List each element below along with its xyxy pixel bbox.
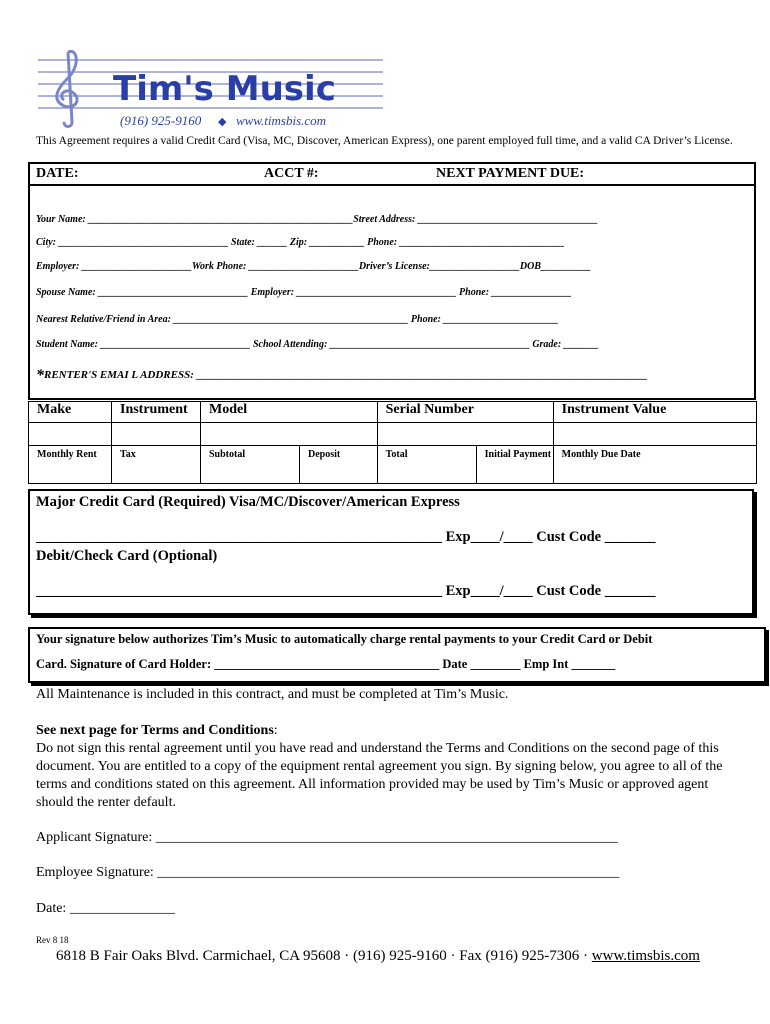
logo-wordmark: Tim's Music [113,69,336,109]
major-card-field[interactable]: ________________________________________________________ Exp____/____ Cust Code _______ [36,529,656,545]
account-header [28,162,756,186]
city-state-field[interactable]: City: __________________________________ State: ______ Zip: ___________ Phone: _________________________________ [36,237,565,248]
value-cell[interactable] [553,423,756,446]
footer-website-link[interactable]: www.timsbis.com [591,948,700,964]
logo-phone: (916) 925-9160 [120,113,202,128]
date-field[interactable]: Date: _______________ [36,901,175,916]
model-header: Model [201,402,378,423]
next-payment-label: NEXT PAYMENT DUE: [436,166,585,181]
credit-card-section [28,489,754,615]
debit-card-field[interactable]: ________________________________________________________ Exp____/____ Cust Code _______ [36,583,656,599]
major-card-label: Major Credit Card (Required) Visa/MC/Discover/American Express [36,494,460,510]
acct-label: ACCT #: [264,166,319,181]
deposit-cell[interactable]: Deposit [300,446,378,484]
relative-field[interactable]: Nearest Relative/Friend in Area: _______________________________________________ Phone: _______________________ [36,314,559,325]
maintenance-text: All Maintenance is included in this contract, and must be completed at Tim’s Music. [36,687,509,702]
debit-card-label: Debit/Check Card (Optional) [36,548,218,564]
tims-music-logo [38,48,383,130]
diamond-icon: ◆ [218,116,227,128]
logo-website: www.timsbis.com [236,113,327,128]
total-cell[interactable]: Total [377,446,476,484]
value-header: Instrument Value [553,402,756,423]
make-header: Make [29,402,112,423]
footer-address: 6818 B Fair Oaks Blvd. Carmichael, CA 95608 · (916) 925-9160 · Fax (916) 925-7306 · www.timsbis.com [56,948,700,964]
subtotal-cell[interactable]: Subtotal [201,446,300,484]
student-field[interactable]: Student Name: ______________________________ School Attending: ________________________________________ Grade: _______ [36,339,599,350]
authorization-text: Your signature below authorizes Tim’s Music to automatically charge rental payments to your Credit Card or Debit [36,632,653,646]
instrument-table [28,401,757,484]
instrument-header: Instrument [112,402,201,423]
tax-cell[interactable]: Tax [112,446,201,484]
monthly-rent-cell[interactable]: Monthly Rent [29,446,112,484]
model-cell[interactable] [201,423,378,446]
asterisk: * [36,367,44,384]
date-label: DATE: [36,166,79,181]
intro-text: This Agreement requires a valid Credit Card (Visa, MC, Discover, American Express), one parent employed full time, and a valid CA Driver’s License. [36,135,733,147]
employee-signature-field[interactable]: Employee Signature: __________________________________________________________________ [36,865,620,880]
terms-heading: See next page for Terms and Conditions: [36,723,278,738]
employer-field[interactable]: Employer: ______________________Work Phone: ______________________Driver’s License:__________________DOB__________ [36,261,591,272]
due-date-cell[interactable]: Monthly Due Date [553,446,756,484]
terms-body: Do not sign this rental agreement until you have read and understand the Terms and Conditions on the second page of this document. You are entitled to a copy of the equipment rental agreement you sign. By signing below, you agree to all of the terms and conditions stated on this agreement. All information provided may be used by Tim’s Music or approved agent should the renter default. [36,741,723,810]
instrument-cell[interactable] [112,423,201,446]
applicant-signature-field[interactable]: Applicant Signature: __________________________________________________________________ [36,830,618,845]
serial-header: Serial Number [377,402,553,423]
serial-cell[interactable] [377,423,553,446]
authorization-section [28,627,766,683]
email-field[interactable]: *RENTER'S EMAI L ADDRESS: __________________________________________________________________________________ [36,367,648,384]
renter-info-section [28,186,756,400]
name-address-field[interactable]: Your Name: _____________________________________________________Street Address: ____________________________________ [36,214,598,225]
spouse-field[interactable]: Spouse Name: ______________________________ Employer: ________________________________ Phone: ________________ [36,287,572,298]
initial-payment-cell[interactable]: Initial Payment [476,446,553,484]
make-cell[interactable] [29,423,112,446]
revision-label: Rev 8 18 [36,935,69,945]
card-holder-signature-field[interactable]: Card. Signature of Card Holder: ____________________________________ Date ________ Emp Int _______ [36,657,616,671]
